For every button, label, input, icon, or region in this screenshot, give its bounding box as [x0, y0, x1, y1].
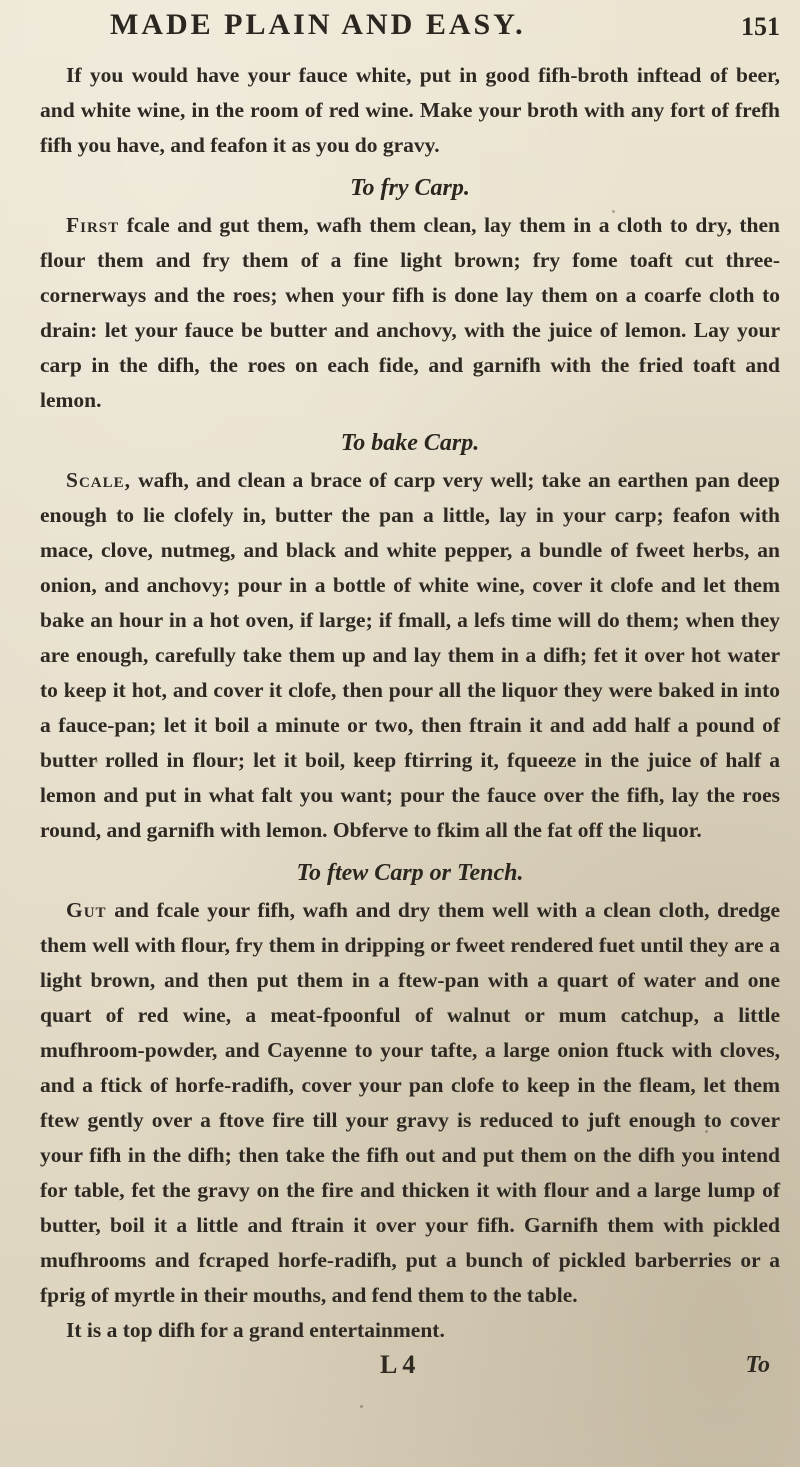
- section-body-bake-carp: [40, 463, 780, 848]
- section-heading-stew-carp: To ftew Carp or Tench.: [296, 860, 524, 886]
- catchword: To: [745, 1352, 770, 1378]
- signature-mark: L 4: [380, 1350, 416, 1379]
- paper-speck: [360, 1405, 363, 1408]
- body-text: fcale and gut them, wafh them clean, lay them in a cloth to dry, then flour them and fry them of a fine light brown; fry fome toaft cut three-cornerways and the roes; when your fifh is done lay them on a coarfe cloth to drain: let your fauce be butter and anchovy, with the juice of lemon. Lay your carp in the difh, the roes on each fide, and garnifh with the fried toaft and lemon.: [40, 213, 780, 412]
- body-text: wafh, and clean a brace of carp very well; take an earthen pan deep enough to lie clofely in, butter the pan a little, lay in your carp; feafon with mace, clove, nutmeg, and black and white pepper, a bundle of fweet herbs, an onion, and anchovy; pour in a bottle of white wine, cover it clofe and let them bake an hour in a hot oven, if large; if fmall, a lefs time will do them; when they are enough, carefully take them up and lay them in a difh; fet it over hot water to keep it hot, and cover it clofe, then pour all the liquor they were baked in into a fauce-pan; let it boil a minute or two, then ftrain it and add half a pound of butter rolled in flour; let it boil, keep ftirring it, fqueeze in the juice of half a lemon and put in what falt you want; pour the fauce over the fifh, lay the roes round, and garnifh with lemon. Obferve to fkim all the fat off the liquor.: [40, 468, 780, 842]
- section-heading-fry-carp: To fry Carp.: [350, 175, 470, 201]
- page-header: [40, 8, 780, 50]
- section-heading-bake-carp: To bake Carp.: [340, 430, 480, 456]
- lead-word: Gut: [66, 898, 107, 922]
- running-head: MADE PLAIN AND EASY.: [110, 8, 526, 41]
- lead-word: Scale,: [66, 468, 132, 492]
- closing-paragraph: It is a top difh for a grand entertainment.: [66, 1318, 445, 1342]
- intro-paragraph: If you would have your fauce white, put in good fifh-broth inftead of beer, and white wine, in the room of red wine. Make your broth with any fort of frefh fifh you have, and feafon it as you do gravy.: [40, 63, 780, 157]
- page-number: 151: [741, 12, 780, 41]
- section-body-fry-carp: [40, 208, 780, 418]
- lead-word: First: [66, 213, 120, 237]
- body-text: and fcale your fifh, wafh and dry them well with a clean cloth, dredge them well with flour, fry them in dripping or fweet rendered fuet until they are a light brown, and then put them in a ftew-pan with a quart of water and one quart of red wine, a meat-fpoonful of walnut or mum catchup, a little mufhroom-powder, and Cayenne to your tafte, a large onion ftuck with cloves, and a ftick of horfe-radifh, cover your pan clofe to keep in the fleam, let them ftew gently over a ftove fire till your gravy is reduced to juft enough to cover your fifh in the difh; then take the fifh out and put them on the difh you intend for table, fet the gravy on the fire and thicken it with flour and a large lump of butter, boil it a little and ftrain it over your fifh. Garnifh them with pickled mufhrooms and fcraped horfe-radifh, put a bunch of pickled barberries or a fprig of myrtle in their mouths, and fend them to the table.: [40, 898, 780, 1307]
- section-body-stew-carp: [40, 893, 780, 1313]
- page-footer: [40, 1350, 780, 1390]
- page-content: [40, 8, 780, 1390]
